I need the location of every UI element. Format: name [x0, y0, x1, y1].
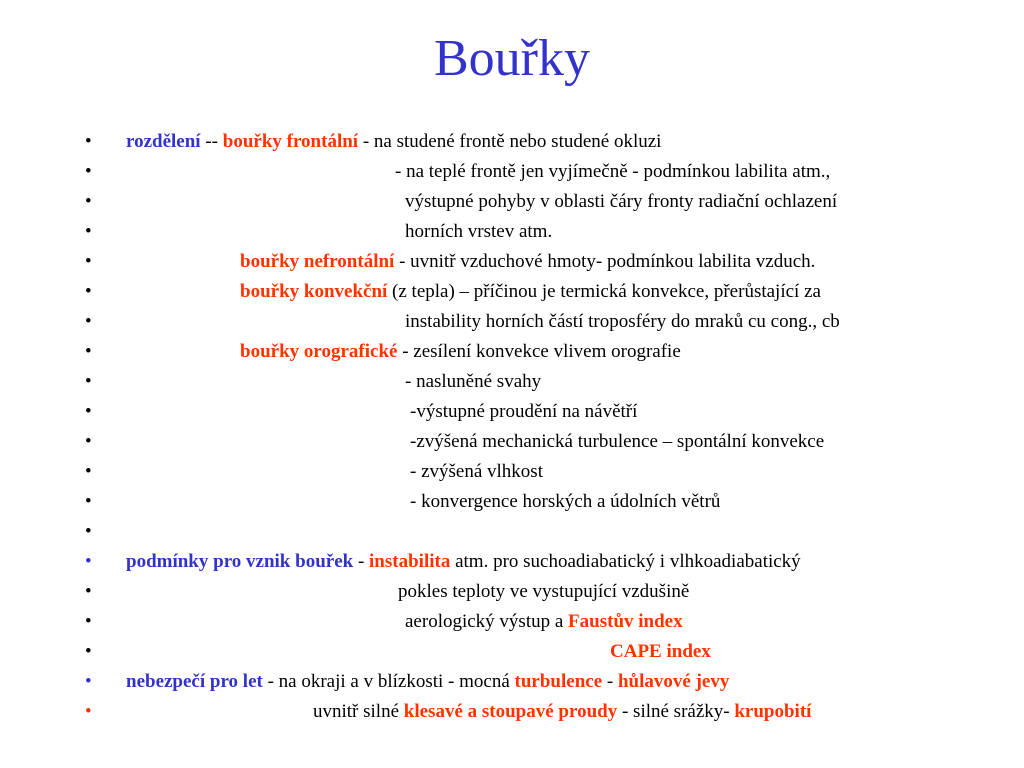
highlight-term: bouřky konvekční [240, 281, 388, 302]
bullet-text [405, 307, 840, 337]
text-segment: - [353, 551, 370, 572]
bullet-row [0, 337, 1024, 367]
bullet-row [0, 487, 1024, 517]
bullet-row [0, 547, 1024, 577]
bullet-row [0, 667, 1024, 697]
text-segment: -zvýšená mechanická turbulence – spontální konvekce [410, 431, 825, 452]
bullet-text [126, 547, 801, 577]
section-heading: rozdělení [126, 131, 201, 152]
bullet-row [0, 607, 1024, 637]
text-segment: - silné srážky- [617, 701, 735, 722]
bullet-dot: • [85, 521, 92, 542]
bullet-row [0, 247, 1024, 277]
bullet-text [240, 337, 681, 367]
text-segment: horních vrstev atm. [405, 221, 553, 242]
text-segment: (z tepla) – příčinou je termická konvekce, přerůstající za [387, 281, 821, 302]
bullet-row [0, 457, 1024, 487]
highlight-term: bouřky nefrontální [240, 251, 395, 272]
bullet-list [0, 127, 1024, 727]
bullet-dot: • [85, 581, 92, 602]
bullet-dot: • [85, 611, 92, 632]
bullet-text [395, 157, 830, 187]
bullet-row [0, 157, 1024, 187]
text-segment: -- [200, 131, 223, 152]
bullet-text [410, 397, 637, 427]
bullet-text [313, 697, 811, 727]
bullet-row [0, 427, 1024, 457]
bullet-text [410, 427, 824, 457]
bullet-row [0, 637, 1024, 667]
text-segment: pokles teploty ve vystupující vzdušině [398, 581, 690, 602]
bullet-row [0, 187, 1024, 217]
highlight-term: bouřky frontální [222, 131, 359, 152]
text-segment: instability horních částí troposféry do mraků cu cong., cb [405, 311, 840, 332]
bullet-row [0, 577, 1024, 607]
bullet-dot: • [85, 281, 92, 302]
highlight-term: instabilita [369, 551, 451, 572]
highlight-term: krupobití [734, 701, 812, 722]
text-segment: atm. pro suchoadiabatický i vlhkoadiabatický [450, 551, 801, 572]
bullet-row [0, 397, 1024, 427]
highlight-term: Faustův index [568, 611, 683, 632]
text-segment: - zesílení konvekce vlivem orografie [397, 341, 681, 362]
bullet-dot: • [85, 401, 92, 422]
highlight-term: hůlavové jevy [617, 671, 730, 692]
bullet-row [0, 367, 1024, 397]
text-segment: - zvýšená vlhkost [410, 461, 543, 482]
bullet-text [405, 217, 552, 247]
text-segment: - [602, 671, 618, 692]
slide-title: Bouřky [434, 30, 590, 87]
bullet-text [405, 607, 683, 637]
bullet-dot: • [85, 161, 92, 182]
bullet-text [126, 667, 729, 697]
section-heading: nebezpečí pro let [126, 671, 263, 692]
bullet-text [240, 277, 821, 307]
text-segment: výstupné pohyby v oblasti čáry fronty radiační ochlazení [405, 191, 838, 212]
bullet-dot: • [85, 341, 92, 362]
bullet-row [0, 127, 1024, 157]
bullet-text [405, 367, 541, 397]
bullet-dot: • [85, 461, 92, 482]
text-segment: -výstupné proudění na návětří [410, 401, 638, 422]
text-segment: - uvnitř vzduchové hmoty- podmínkou labilita vzduch. [394, 251, 816, 272]
text-segment: - konvergence horských a údolních větrů [410, 491, 721, 512]
highlight-term: klesavé a stoupavé proudy [403, 701, 618, 722]
bullet-dot: • [85, 311, 92, 332]
bullet-text [410, 457, 543, 487]
bullet-row [0, 217, 1024, 247]
section-heading: podmínky pro vznik bouřek [126, 551, 354, 572]
bullet-text [405, 187, 837, 217]
text-segment: - na studené frontě nebo studené okluzi [358, 131, 662, 152]
bullet-dot: • [85, 221, 92, 242]
bullet-text [240, 247, 815, 277]
bullet-dot: • [85, 701, 92, 722]
highlight-term: turbulence [514, 671, 603, 692]
text-segment: - na teplé frontě jen vyjímečně - podmínkou labilita atm., [395, 161, 831, 182]
text-segment: - nasluněné svahy [405, 371, 542, 392]
text-segment: aerologický výstup a [405, 611, 569, 632]
text-segment: uvnitř silné [313, 701, 404, 722]
bullet-row [0, 307, 1024, 337]
bullet-dot: • [85, 641, 92, 662]
bullet-dot: • [85, 671, 92, 692]
bullet-dot: • [85, 251, 92, 272]
highlight-term: bouřky orografické [240, 341, 398, 362]
bullet-dot: • [85, 371, 92, 392]
bullet-text [126, 127, 661, 157]
bullet-row [0, 697, 1024, 727]
bullet-dot: • [85, 491, 92, 512]
bullet-dot: • [85, 431, 92, 452]
highlight-term: CAPE index [610, 641, 711, 662]
bullet-text [410, 487, 720, 517]
bullet-row-empty [0, 517, 1024, 547]
bullet-text [398, 577, 689, 607]
bullet-dot: • [85, 131, 92, 152]
text-segment: - na okraji a v blízkosti - mocná [262, 671, 515, 692]
bullet-dot: • [85, 191, 92, 212]
bullet-text [610, 637, 711, 667]
bullet-dot: • [85, 551, 92, 572]
bullet-row [0, 277, 1024, 307]
